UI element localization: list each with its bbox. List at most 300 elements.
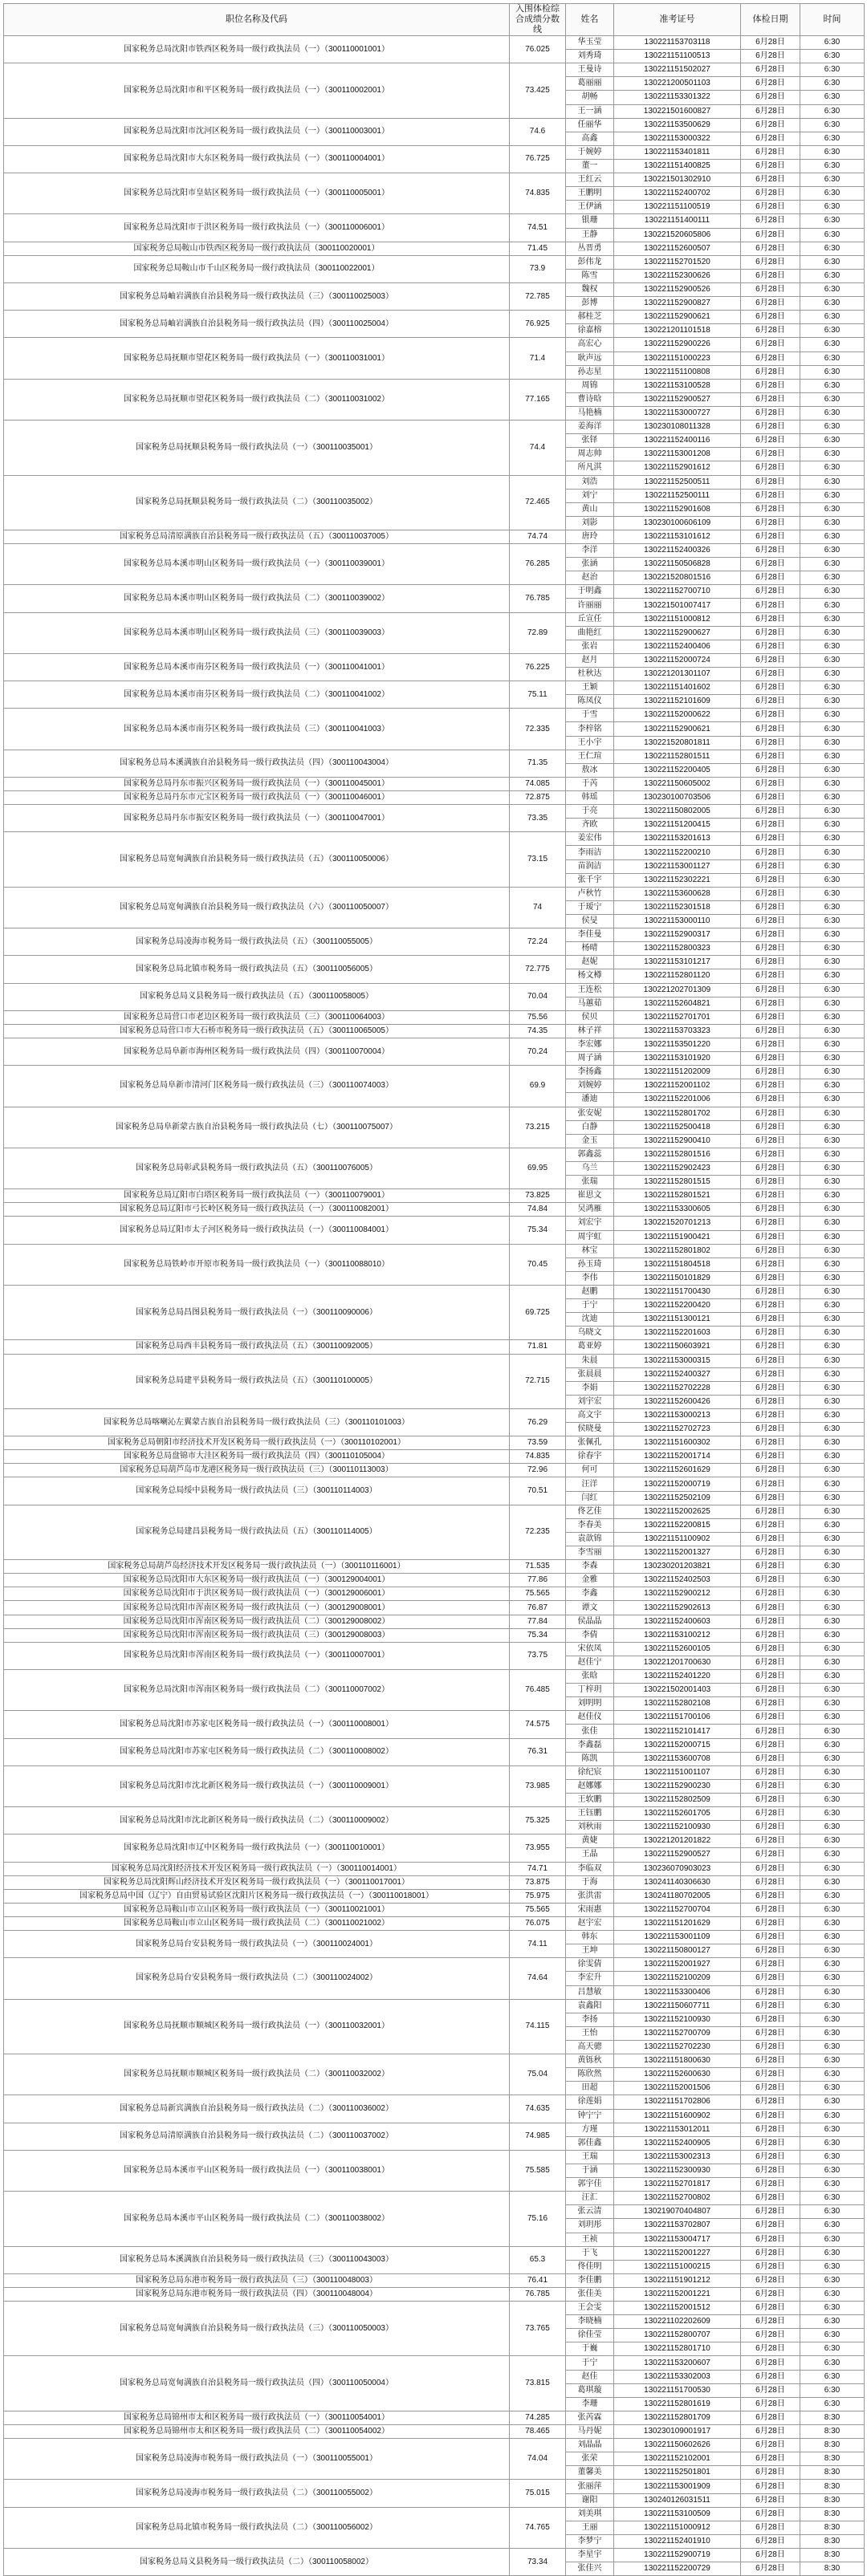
ticket-cell: 130221152900317 <box>614 928 741 942</box>
time-cell: 6:30 <box>800 338 865 351</box>
position-cell: 国家税务总局营口市大石桥市税务局一级行政执法员（五）（300110065005） <box>4 1024 510 1038</box>
ticket-cell: 130221153100528 <box>614 379 741 392</box>
name-cell: 彭伟龙 <box>566 255 614 269</box>
time-cell: 6:30 <box>800 421 865 434</box>
date-cell: 6月28日 <box>741 1327 800 1340</box>
time-cell: 6:30 <box>800 1327 865 1340</box>
date-cell: 6月28日 <box>741 722 800 736</box>
name-cell: 刘玥彤 <box>566 2219 614 2233</box>
ticket-cell: 130221520605806 <box>614 228 741 242</box>
ticket-cell: 130221152400603 <box>614 1615 741 1628</box>
ticket-cell: 130221152600426 <box>614 1395 741 1408</box>
header-position: 职位名称及代码 <box>4 4 510 36</box>
name-cell: 董馨美 <box>566 2466 614 2480</box>
ticket-cell: 130230108011328 <box>614 421 741 434</box>
ticket-cell: 130219070404807 <box>614 2205 741 2219</box>
ticket-cell: 130221152801516 <box>614 1148 741 1161</box>
ticket-cell: 130221152900627 <box>614 626 741 640</box>
table-row <box>4 1107 865 1120</box>
score-cell: 75.565 <box>510 1587 566 1601</box>
name-cell: 张安妮 <box>566 1107 614 1120</box>
name-cell: 王连松 <box>566 983 614 997</box>
date-cell: 6月28日 <box>741 365 800 379</box>
table-body <box>4 36 865 2576</box>
name-cell: 何可 <box>566 1464 614 1477</box>
ticket-cell: 130221152902423 <box>614 1161 741 1175</box>
score-cell: 76.31 <box>510 1738 566 1765</box>
table-row <box>4 2054 865 2068</box>
date-cell: 6月28日 <box>741 530 800 543</box>
name-cell: 敖冰 <box>566 763 614 777</box>
table-row <box>4 1354 865 1367</box>
name-cell: 赵宇宏 <box>566 1916 614 1930</box>
ticket-cell: 130221153101920 <box>614 1052 741 1066</box>
name-cell: 张瑞 <box>566 1176 614 1189</box>
time-cell: 6:30 <box>800 1985 865 1999</box>
score-cell: 76.075 <box>510 1916 566 1930</box>
ticket-cell: 130221201201822 <box>614 1834 741 1848</box>
name-cell: 赵治 <box>566 571 614 585</box>
ticket-cell: 130221151100902 <box>614 1532 741 1546</box>
time-cell: 6:30 <box>800 1477 865 1491</box>
ticket-cell: 130221152801619 <box>614 2397 741 2411</box>
name-cell: 赵月 <box>566 653 614 667</box>
time-cell: 6:30 <box>800 118 865 132</box>
time-cell: 6:30 <box>800 475 865 489</box>
name-cell: 刘婉婷 <box>566 1079 614 1093</box>
ticket-cell: 130221152802108 <box>614 1697 741 1711</box>
position-cell: 国家税务总局新宾满族自治县税务局一级行政执法员（二）（300110036002） <box>4 2095 510 2123</box>
name-cell: 马丹妮 <box>566 2425 614 2439</box>
time-cell: 6:30 <box>800 1381 865 1395</box>
ticket-cell: 130230109001917 <box>614 2425 741 2439</box>
date-cell: 6月28日 <box>741 1203 800 1217</box>
ticket-cell: 130221153101612 <box>614 530 741 543</box>
table-row <box>4 2302 865 2315</box>
time-cell: 6:30 <box>800 145 865 159</box>
time-cell: 6:30 <box>800 1176 865 1189</box>
name-cell: 李梦宁 <box>566 2534 614 2548</box>
ticket-cell: 130230201203821 <box>614 1560 741 1574</box>
name-cell: 刘宏宇 <box>566 1217 614 1230</box>
table-row <box>4 1889 865 1903</box>
position-cell: 国家税务总局清原满族自治县税务局一级行政执法员（二）（300110037002） <box>4 2123 510 2150</box>
ticket-cell: 130221151400825 <box>614 159 741 173</box>
date-cell: 6月28日 <box>741 777 800 790</box>
position-cell: 国家税务总局沈阳市和平区税务局一级行政执法员（一）（300110002001） <box>4 63 510 118</box>
time-cell: 6:30 <box>800 558 865 571</box>
ticket-cell: 130221501007417 <box>614 599 741 612</box>
time-cell: 6:30 <box>800 228 865 242</box>
name-cell: 王伊涵 <box>566 201 614 214</box>
name-cell: 李珊 <box>566 2397 614 2411</box>
name-cell: 陈凤仪 <box>566 695 614 709</box>
ticket-cell: 130221152401910 <box>614 2534 741 2548</box>
table-row <box>4 421 865 434</box>
table-row <box>4 2273 865 2287</box>
name-cell: 张晨晨 <box>566 1367 614 1381</box>
date-cell: 6月28日 <box>741 1176 800 1189</box>
time-cell: 6:30 <box>800 2397 865 2411</box>
date-cell: 6月28日 <box>741 421 800 434</box>
ticket-cell: 130221152402503 <box>614 1574 741 1587</box>
ticket-cell: 130221520801811 <box>614 736 741 750</box>
ticket-cell: 130221152702230 <box>614 2040 741 2054</box>
name-cell: 姜海洋 <box>566 421 614 434</box>
time-cell: 6:30 <box>800 1944 865 1958</box>
position-cell: 国家税务总局喀喇沁左翼蒙古族自治县税务局一级行政执法员（三）（300110101003） <box>4 1408 510 1436</box>
date-cell: 6月28日 <box>741 1916 800 1930</box>
ticket-cell: 130221152800323 <box>614 942 741 956</box>
position-cell: 国家税务总局沈阳市苏家屯区税务局一级行政执法员（二）（300110008002） <box>4 1738 510 1765</box>
time-cell: 6:30 <box>800 255 865 269</box>
ticket-cell: 130221201101518 <box>614 324 741 338</box>
position-cell: 国家税务总局本溪市南芬区税务局一级行政执法员（一）（300110041001） <box>4 653 510 681</box>
score-cell: 73.9 <box>510 255 566 282</box>
position-cell: 国家税务总局宽甸满族自治县税务局一级行政执法员（六）（300110050007） <box>4 887 510 928</box>
date-cell: 6月28日 <box>741 900 800 914</box>
score-cell: 75.34 <box>510 1217 566 1244</box>
date-cell: 6月28日 <box>741 1408 800 1422</box>
time-cell: 6:30 <box>800 1574 865 1587</box>
name-cell: 侯晶晶 <box>566 1615 614 1628</box>
time-cell: 6:30 <box>800 1931 865 1944</box>
time-cell: 6:30 <box>800 1821 865 1834</box>
score-cell: 74.6 <box>510 118 566 145</box>
ticket-cell: 130221152500418 <box>614 1120 741 1134</box>
table-row <box>4 791 865 805</box>
date-cell: 6月28日 <box>741 489 800 502</box>
time-cell: 8:30 <box>800 2480 865 2493</box>
date-cell: 6月28日 <box>741 118 800 132</box>
name-cell: 张千宇 <box>566 873 614 887</box>
time-cell: 6:30 <box>800 2302 865 2315</box>
table-row <box>4 1670 865 1684</box>
table-row <box>4 887 865 900</box>
ticket-cell: 130221201700630 <box>614 1656 741 1669</box>
table-row <box>4 1477 865 1491</box>
header-time: 时间 <box>800 4 865 36</box>
ticket-cell: 130221153001909 <box>614 2480 741 2493</box>
table-row <box>4 173 865 187</box>
time-cell: 6:30 <box>800 1697 865 1711</box>
time-cell: 6:30 <box>800 928 865 942</box>
name-cell: 张岩 <box>566 640 614 653</box>
position-cell: 国家税务总局沈阳市浑南区税务局一级行政执法员（一）（300110007001） <box>4 1642 510 1669</box>
score-cell: 70.45 <box>510 1244 566 1285</box>
name-cell: 高鑫 <box>566 132 614 145</box>
name-cell: 李伟 <box>566 1271 614 1285</box>
table-row <box>4 1450 865 1464</box>
date-cell: 6月28日 <box>741 571 800 585</box>
ticket-cell: 130221152801710 <box>614 2342 741 2356</box>
name-cell: 葛丽丽 <box>566 77 614 91</box>
position-cell: 国家税务总局清原满族自治县税务局一级行政执法员（五）（300110037005） <box>4 530 510 543</box>
ticket-cell: 130221151000223 <box>614 351 741 365</box>
score-cell: 74.115 <box>510 1999 566 2054</box>
score-cell: 76.87 <box>510 1601 566 1615</box>
ticket-cell: 130221151702806 <box>614 2095 741 2109</box>
name-cell: 韩东 <box>566 1931 614 1944</box>
ticket-cell: 130221151100519 <box>614 201 741 214</box>
ticket-cell: 130221152502109 <box>614 1491 741 1505</box>
ticket-cell: 130221151202009 <box>614 1066 741 1079</box>
date-cell: 6月28日 <box>741 228 800 242</box>
name-cell: 孙志星 <box>566 365 614 379</box>
score-cell: 74.51 <box>510 214 566 242</box>
score-cell: 72.775 <box>510 956 566 983</box>
score-cell: 74.71 <box>510 1862 566 1875</box>
table-row <box>4 1340 865 1354</box>
ticket-cell: 130221152300626 <box>614 269 741 282</box>
ticket-cell: 130221102202609 <box>614 2315 741 2329</box>
name-cell: 王曼诗 <box>566 63 614 77</box>
position-cell: 国家税务总局本溪市南芬区税务局一级行政执法员（二）（300110041002） <box>4 681 510 709</box>
date-cell: 6月28日 <box>741 1354 800 1367</box>
ticket-cell: 130221151000812 <box>614 612 741 626</box>
date-cell: 6月28日 <box>741 2493 800 2507</box>
date-cell: 6月28日 <box>741 1615 800 1628</box>
score-cell: 77.86 <box>510 1574 566 1587</box>
time-cell: 6:30 <box>800 365 865 379</box>
time-cell: 6:30 <box>800 736 865 750</box>
table-row <box>4 311 865 324</box>
name-cell: 侯贝 <box>566 1010 614 1024</box>
position-cell: 国家税务总局建昌县税务局一级行政执法员（五）（300110114005） <box>4 1505 510 1559</box>
date-cell: 6月28日 <box>741 2549 800 2562</box>
table-row <box>4 2123 865 2136</box>
name-cell: 李森 <box>566 1560 614 1574</box>
time-cell: 6:30 <box>800 1299 865 1313</box>
time-cell: 6:30 <box>800 1107 865 1120</box>
name-cell: 朱晨 <box>566 1354 614 1367</box>
time-cell: 6:30 <box>800 77 865 91</box>
name-cell: 张云清 <box>566 2205 614 2219</box>
score-cell: 74.085 <box>510 777 566 790</box>
date-cell: 6月28日 <box>741 2164 800 2177</box>
date-cell: 6月28日 <box>741 1052 800 1066</box>
date-cell: 6月28日 <box>741 2246 800 2260</box>
time-cell: 6:30 <box>800 1916 865 1930</box>
ticket-cell: 130221152600105 <box>614 1642 741 1656</box>
time-cell: 6:30 <box>800 1230 865 1244</box>
position-cell: 国家税务总局葫芦岛经济技术开发区税务局一级行政执法员（一）（300110116001） <box>4 1560 510 1574</box>
date-cell: 6月28日 <box>741 242 800 255</box>
name-cell: 汪汇 <box>566 2192 614 2205</box>
time-cell: 6:30 <box>800 36 865 50</box>
time-cell: 6:30 <box>800 1807 865 1821</box>
score-cell: 78.465 <box>510 2425 566 2439</box>
date-cell: 6月28日 <box>741 91 800 104</box>
name-cell: 王晶 <box>566 1848 614 1862</box>
table-row <box>4 63 865 77</box>
name-cell: 王软鹏 <box>566 1794 614 1807</box>
time-cell: 6:30 <box>800 887 865 900</box>
score-cell: 74.635 <box>510 2095 566 2123</box>
time-cell: 6:30 <box>800 1120 865 1134</box>
name-cell: 王小宇 <box>566 736 614 750</box>
date-cell: 6月28日 <box>741 434 800 448</box>
time-cell: 6:30 <box>800 681 865 695</box>
name-cell: 钟宁宁 <box>566 2109 614 2123</box>
name-cell: 丛晋勇 <box>566 242 614 255</box>
date-cell: 6月28日 <box>741 338 800 351</box>
date-cell: 6月28日 <box>741 1230 800 1244</box>
date-cell: 6月28日 <box>741 1972 800 1985</box>
date-cell: 6月28日 <box>741 2205 800 2219</box>
score-cell: 73.34 <box>510 2549 566 2576</box>
name-cell: 徐莲娟 <box>566 2095 614 2109</box>
date-cell: 6月28日 <box>741 2370 800 2383</box>
name-cell: 陈凯 <box>566 1752 614 1765</box>
time-cell: 6:30 <box>800 832 865 846</box>
name-cell: 孙玉琦 <box>566 1258 614 1271</box>
score-cell: 74.84 <box>510 1203 566 1217</box>
position-cell: 国家税务总局阜新市清河门区税务局一级行政执法员（三）（300110074003） <box>4 1066 510 1107</box>
date-cell: 6月28日 <box>741 1313 800 1327</box>
name-cell: 董一 <box>566 159 614 173</box>
time-cell: 6:30 <box>800 1642 865 1656</box>
date-cell: 6月28日 <box>741 653 800 667</box>
date-cell: 6月28日 <box>741 846 800 859</box>
time-cell: 6:30 <box>800 653 865 667</box>
position-cell: 国家税务总局建平县税务局一级行政执法员（五）（300110100005） <box>4 1354 510 1408</box>
name-cell: 吕慧敏 <box>566 1985 614 1999</box>
time-cell: 6:30 <box>800 969 865 983</box>
position-cell: 国家税务总局沈阳市苏家屯区税务局一级行政执法员（一）（300110008001） <box>4 1711 510 1738</box>
name-cell: 李洋 <box>566 544 614 558</box>
score-cell: 76.025 <box>510 36 566 63</box>
date-cell: 6月28日 <box>741 1436 800 1450</box>
time-cell: 6:30 <box>800 297 865 311</box>
score-cell: 73.825 <box>510 1189 566 1203</box>
date-cell: 6月28日 <box>741 819 800 832</box>
ticket-cell: 130221151401602 <box>614 681 741 695</box>
table-row <box>4 1574 865 1587</box>
score-cell: 75.325 <box>510 1807 566 1834</box>
table-row <box>4 1203 865 1217</box>
ticket-cell: 130221152001102 <box>614 1079 741 1093</box>
name-cell: 杨文樽 <box>566 969 614 983</box>
name-cell: 李娟 <box>566 1381 614 1395</box>
name-cell: 曲艳红 <box>566 626 614 640</box>
ticket-cell: 130221152701817 <box>614 2178 741 2192</box>
position-cell: 国家税务总局鞍山市立山区税务局一级行政执法员（一）（300110021001） <box>4 1903 510 1916</box>
time-cell: 6:30 <box>800 1052 865 1066</box>
table-row <box>4 379 865 392</box>
name-cell: 许丽丽 <box>566 599 614 612</box>
position-cell: 国家税务总局岫岩满族自治县税务局一级行政执法员（四）（300110025004） <box>4 311 510 338</box>
position-cell: 国家税务总局本溪满族自治县税务局一级行政执法员（四）（300110043004） <box>4 750 510 777</box>
ticket-cell: 130221152300930 <box>614 2164 741 2177</box>
table-row <box>4 1285 865 1298</box>
score-cell: 73.35 <box>510 805 566 832</box>
date-cell: 6月28日 <box>741 63 800 77</box>
ticket-cell: 130221152604821 <box>614 997 741 1010</box>
name-cell: 王红云 <box>566 173 614 187</box>
date-cell: 6月28日 <box>741 1395 800 1408</box>
table-row <box>4 1931 865 1944</box>
table-row <box>4 1765 865 1779</box>
time-cell: 6:30 <box>800 1711 865 1725</box>
ticket-cell: 130221151100808 <box>614 365 741 379</box>
date-cell: 6月28日 <box>741 805 800 819</box>
name-cell: 佟佳明 <box>566 2260 614 2273</box>
ticket-cell: 130221152900827 <box>614 297 741 311</box>
date-cell: 6月28日 <box>741 626 800 640</box>
ticket-cell: 130221150101829 <box>614 1271 741 1285</box>
date-cell: 6月28日 <box>741 2068 800 2082</box>
time-cell: 6:30 <box>800 2082 865 2095</box>
table-row <box>4 1066 865 1079</box>
name-cell: 华玉莹 <box>566 36 614 50</box>
ticket-cell: 130221153703118 <box>614 36 741 50</box>
date-cell: 6月28日 <box>741 791 800 805</box>
date-cell: 6月28日 <box>741 942 800 956</box>
ticket-cell: 130221151000215 <box>614 2260 741 2273</box>
name-cell: 李扬鑫 <box>566 1066 614 1079</box>
table-row <box>4 1436 865 1450</box>
table-row <box>4 338 865 351</box>
name-cell: 方瑾 <box>566 2123 614 2136</box>
date-cell: 6月28日 <box>741 2082 800 2095</box>
name-cell: 周宇虹 <box>566 1230 614 1244</box>
ticket-cell: 130221152200729 <box>614 2562 741 2576</box>
name-cell: 李雪丽 <box>566 1546 614 1560</box>
name-cell: 黄山 <box>566 502 614 516</box>
time-cell: 6:30 <box>800 311 865 324</box>
ticket-cell: 130221152702723 <box>614 1423 741 1436</box>
table-row <box>4 145 865 159</box>
name-cell: 于海 <box>566 1875 614 1889</box>
ticket-cell: 130221200501103 <box>614 77 741 91</box>
date-cell: 6月28日 <box>741 2507 800 2521</box>
date-cell: 6月28日 <box>741 668 800 681</box>
table-row <box>4 1505 865 1518</box>
time-cell: 6:30 <box>800 1615 865 1628</box>
time-cell: 6:30 <box>800 1436 865 1450</box>
time-cell: 6:30 <box>800 1450 865 1464</box>
table-row <box>4 1038 865 1051</box>
time-cell: 6:30 <box>800 1972 865 1985</box>
time-cell: 6:30 <box>800 1491 865 1505</box>
name-cell: 于巍 <box>566 2342 614 2356</box>
time-cell: 6:30 <box>800 2164 865 2177</box>
time-cell: 6:30 <box>800 1464 865 1477</box>
name-cell: 谢阳 <box>566 2493 614 2507</box>
table-row <box>4 255 865 269</box>
time-cell: 6:30 <box>800 1038 865 1051</box>
date-cell: 6月28日 <box>741 681 800 695</box>
position-cell: 国家税务总局沈阳市沈北新区税务局一级行政执法员（一）（300110009001） <box>4 1765 510 1806</box>
ticket-cell: 130221152302221 <box>614 873 741 887</box>
ticket-cell: 130221151201629 <box>614 1916 741 1930</box>
date-cell: 6月28日 <box>741 2109 800 2123</box>
name-cell: 李鑫 <box>566 1587 614 1601</box>
table-row <box>4 2246 865 2260</box>
date-cell: 6月28日 <box>741 448 800 461</box>
date-cell: 6月28日 <box>741 392 800 406</box>
table-row <box>4 2439 865 2452</box>
time-cell: 6:30 <box>800 2150 865 2164</box>
name-cell: 林子祥 <box>566 1024 614 1038</box>
position-cell: 国家税务总局抚顺市顺城区税务局一级行政执法员（一）（300110032001） <box>4 1999 510 2054</box>
ticket-cell: 130221153301322 <box>614 91 741 104</box>
time-cell: 6:30 <box>800 2287 865 2301</box>
position-cell: 国家税务总局中国（辽宁）自由贸易试验区沈阳片区税务局一级行政执法员（一）（300110018001） <box>4 1889 510 1903</box>
ticket-cell: 130221152900719 <box>614 2549 741 2562</box>
score-cell: 74.835 <box>510 1450 566 1464</box>
